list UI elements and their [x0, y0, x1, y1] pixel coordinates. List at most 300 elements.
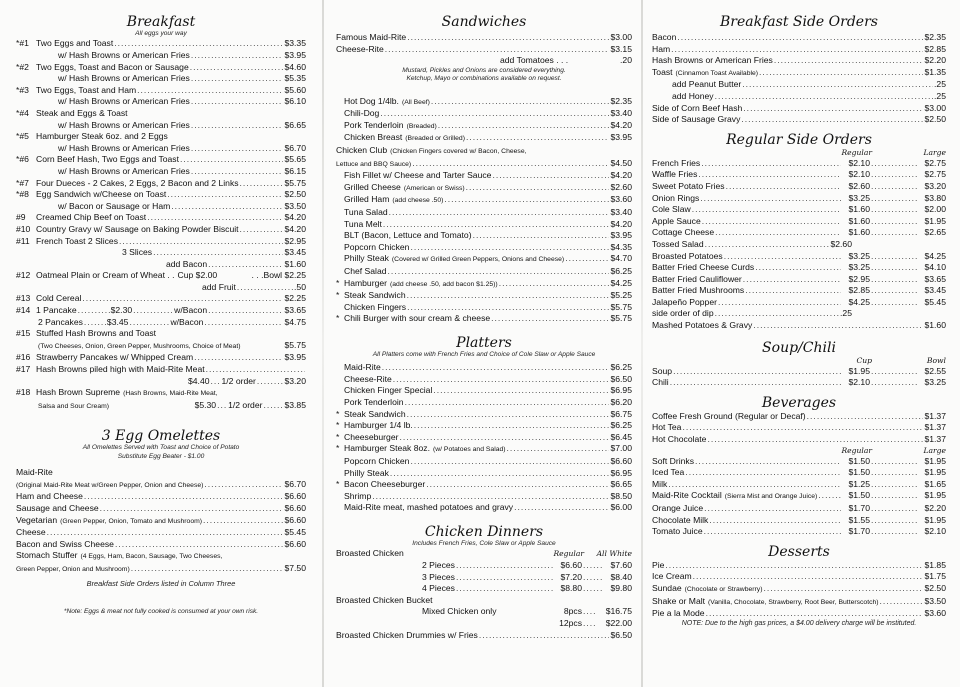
price-large: $1.65	[924, 478, 946, 489]
item-name: Sweet Potato Fries	[652, 180, 725, 191]
price-regular: $3.25	[848, 262, 870, 273]
item-price: $1.85	[924, 559, 946, 570]
price-regular: $1.60	[848, 204, 870, 215]
item-name: Side of Sausage Gravy	[652, 114, 741, 125]
breakfast-side-row	[652, 55, 946, 67]
piece-white: $8.40	[610, 571, 632, 582]
item-price: $5.65	[284, 154, 306, 165]
price-regular: $1.55	[848, 514, 870, 525]
breakfast-item-row	[16, 236, 306, 248]
breakfast-item-row	[16, 201, 306, 213]
item-name: Corn Beef Hash, Two Eggs and Toast	[36, 154, 179, 165]
item-name: Chocolate Milk	[652, 514, 709, 525]
breakfast-side-add-row	[652, 91, 946, 103]
item-name: Popcorn Chicken	[344, 456, 410, 467]
item-price: $3.35	[284, 38, 306, 49]
item-name: w/ Hash Browns or American Fries	[58, 50, 190, 60]
item-star: *	[336, 408, 340, 419]
item-desc: (w/ Potatoes and Salad)	[432, 446, 506, 454]
chicken-dinners-title: Chicken Dinners	[424, 524, 544, 540]
item-name: Cheese-Rite	[344, 373, 392, 384]
item-name: Orange Juice	[652, 503, 704, 513]
price-regular: $3.25	[848, 250, 870, 261]
strawberry-row: #16 Strawberry Pancakes w/ Whipped Cream ..... $3.95	[16, 352, 306, 364]
mashed-row: Mashed Potatoes & Gravy ..... $1.60	[652, 320, 946, 332]
two-price-row	[652, 526, 946, 538]
item-price: $6.00	[610, 502, 632, 513]
item-name: Cole Slaw	[652, 204, 691, 215]
price-regular: $3.25	[848, 192, 870, 203]
item-name: Soup	[652, 365, 673, 376]
omelette-maidrite-row: Maid-Rite	[16, 467, 53, 478]
price-regular: $2.85	[848, 285, 870, 296]
price-large: $1.95	[924, 455, 946, 466]
platter-item-row	[336, 491, 632, 503]
sandwich-items-top	[336, 32, 632, 55]
sandwich-item-row	[336, 230, 632, 242]
column-three	[652, 12, 946, 628]
two-price-row	[652, 169, 946, 181]
item-price: $1.37	[924, 422, 946, 433]
beverage-items2	[652, 456, 946, 538]
beverage-items	[652, 411, 946, 446]
price-large: $3.80	[924, 192, 946, 203]
two-price-row	[652, 251, 946, 263]
item-price: $4.20	[610, 170, 632, 181]
sandwich-item-row	[336, 194, 632, 207]
chicken-dinners-note: Includes French Fries, Cole Slaw or Apple Sauce	[412, 540, 556, 547]
piece-label: 3 Pieces	[422, 571, 455, 582]
price-regular: $1.70	[848, 503, 870, 513]
price-large: $5.45	[924, 296, 946, 307]
item-price: $3.00	[610, 32, 632, 42]
item-name: Fish Fillet w/ Cheese and Tarter Sauce	[344, 170, 492, 181]
two-price-row	[652, 285, 946, 297]
item-price: $5.45	[284, 527, 306, 538]
item-prefix: #9	[16, 212, 26, 223]
sandwiches-title: Sandwiches	[441, 14, 527, 30]
item-name: Tuna Melt	[344, 218, 382, 229]
item-price: $2.20	[924, 55, 946, 66]
omelette-items	[16, 491, 306, 514]
sandwich-items-bottom	[336, 170, 632, 325]
fold-line-left	[322, 0, 324, 687]
item-name: Egg Sandwich w/Cheese on Toast	[36, 189, 167, 200]
item-name: Batter Fried Mushrooms	[652, 285, 745, 296]
piece-label: 2 Pieces	[422, 560, 455, 570]
item-desc: (Chocolate or Strawberry)	[684, 585, 763, 593]
two-price-row	[652, 479, 946, 491]
breakfast-items	[16, 38, 306, 258]
platter-item-row	[336, 502, 632, 514]
item-price: $5.75	[610, 313, 632, 324]
two-price-row	[652, 467, 946, 479]
piece-white: $7.60	[610, 560, 632, 570]
price-large: $3.65	[924, 273, 946, 284]
sandwich-item-row	[336, 302, 632, 314]
breakfast-side-row	[652, 114, 946, 126]
item-name: w/ Bacon or Sausage or Ham	[58, 200, 171, 211]
item-name: BLT (Bacon, Lettuce and Tomato)	[344, 230, 472, 241]
omelettes-title: 3 Egg Omelettes	[101, 428, 221, 445]
item-desc: (Breaded)	[406, 122, 437, 130]
dessert-items	[652, 560, 946, 620]
item-name: Sundae	[652, 582, 682, 593]
tomato-add-row: add Tomatoes . . . .20	[500, 55, 632, 66]
item-price: $4.20	[610, 119, 632, 130]
item-price: $3.95	[284, 50, 306, 60]
item-price: $6.70	[284, 142, 306, 153]
item-star: *	[336, 313, 340, 324]
price-large: $4.25	[924, 250, 946, 261]
item-price: $2.50	[924, 582, 946, 593]
omelette-veg-row: Vegetarian (Green Pepper, Onion, Tomato and Mushroom) ..... $6.60	[16, 515, 306, 528]
chicken-club-row: Chicken Club (Chicken Fingers covered w/ Bacon, Cheese,	[336, 144, 527, 155]
breakfast-item-row	[16, 178, 306, 190]
item-price: $2.60	[610, 181, 632, 192]
two-price-row	[652, 158, 946, 170]
item-name: Tomato Juice	[652, 526, 703, 537]
item-name: Hamburger Steak 6oz. and 2 Eggs	[36, 131, 168, 142]
item-prefix: *#4	[16, 107, 29, 118]
price-regular: $1.50	[848, 455, 870, 466]
breakfast-item-row	[16, 96, 306, 108]
hb-piled-price-row: $4.40 ..... 1/2 order ..... $3.20	[16, 376, 306, 388]
sandwich-item-row	[336, 219, 632, 231]
price-large: $2.75	[924, 169, 946, 180]
breakfast-item-row	[16, 50, 306, 62]
delivery-note: NOTE: Due to the high gas prices, a $4.00 delivery charge will be instituted.	[681, 619, 917, 627]
item-name: Cheeseburger	[344, 431, 399, 442]
omelette-item-row	[16, 503, 306, 515]
item-desc: (Sierra Mist and Orange Juice)	[724, 493, 818, 501]
item-price: .25	[934, 90, 946, 101]
platter-item-row	[336, 362, 632, 374]
breakfast-note: All eggs your way	[135, 30, 187, 37]
item-price: $1.75	[924, 571, 946, 582]
omelette-item-row	[16, 491, 306, 503]
sandwich-item-row	[336, 120, 632, 133]
item-desc: (Cinnamon Toast Available)	[675, 69, 759, 77]
sandwich-item-row	[336, 182, 632, 195]
breakfast-item-row	[16, 38, 306, 50]
platter-item-row	[336, 443, 632, 456]
price-large: $3.20	[924, 180, 946, 191]
item-name: Batter Fried Cauliflower	[652, 273, 742, 284]
sandwich-items-mid	[336, 96, 632, 145]
item-name: w/ Hash Browns or American Fries	[58, 119, 190, 130]
item-price: $6.20	[610, 397, 632, 408]
breakfast-side-row	[652, 44, 946, 56]
breakfast-side-row	[652, 103, 946, 115]
item-name: Steak and Eggs & Toast	[36, 107, 128, 118]
piece-regular: $6.60	[560, 560, 582, 570]
item-price: $5.75	[284, 177, 306, 188]
item-price: $2.95	[284, 235, 306, 246]
regular-sides-title: Regular Side Orders	[726, 131, 872, 148]
two-price-row	[652, 216, 946, 228]
item-price: $2.85	[924, 43, 946, 54]
item-name: Two Eggs, Toast and Bacon or Sausage	[36, 61, 189, 72]
chicken-piece-row	[336, 560, 632, 572]
cereal-row: #13 Cold Cereal ..... $2.25	[16, 293, 306, 305]
price-regular: $1.70	[848, 526, 870, 537]
oatmeal-row: #12 Oatmeal Plain or Cream of Wheat . . Cup $2.00 . . .Bowl $2.25	[16, 270, 306, 281]
item-name: w/ Hash Browns or American Fries	[58, 73, 190, 84]
sandwich-note1: Mustard, Pickles and Onions are considered everything.	[402, 66, 566, 74]
item-price: $4.20	[284, 223, 306, 234]
chicken-piece-row	[336, 572, 632, 584]
item-name: Bacon and Swiss Cheese	[16, 538, 114, 549]
item-price: $1.35	[924, 66, 946, 77]
item-name: Two Eggs, Toast and Ham	[36, 84, 137, 95]
omelette-item-row	[16, 527, 306, 539]
item-price: $3.40	[610, 108, 632, 119]
two-price-row	[652, 456, 946, 468]
breakfast-side-row	[652, 67, 946, 80]
item-price: $3.95	[610, 132, 632, 143]
dessert-row	[652, 571, 946, 583]
item-desc: (Vanilla, Chocolate, Strawberry, Root Beer, Butterscotch)	[708, 598, 879, 606]
price-large: $4.10	[924, 262, 946, 273]
item-price: $2.50	[284, 189, 306, 200]
item-price: $6.45	[610, 431, 632, 442]
item-price: $4.20	[284, 212, 306, 223]
piece-label: 4 Pieces	[422, 583, 455, 594]
column-one	[16, 12, 306, 616]
breakfast-item-row	[16, 131, 306, 143]
breakfast-side-add-row	[652, 79, 946, 91]
sandwich-item-row	[336, 290, 632, 302]
breakfast-item-row	[16, 224, 306, 236]
item-star: *	[336, 420, 340, 431]
breakfast-item-row	[16, 247, 306, 259]
hb-supreme-desc-row: Salsa and Sour Cream) $5.30 ..... 1/2 order ..... $3.85	[16, 400, 306, 413]
dessert-row	[652, 596, 946, 609]
soup-items	[652, 366, 946, 389]
item-name: Chili Burger with sour cream & cheese	[344, 313, 491, 324]
item-name: Cheese	[16, 527, 46, 538]
dip-row: side order of dip ..... .25	[652, 308, 946, 320]
soup-header: Cup Bowl	[856, 355, 946, 365]
chicken-piece-row	[336, 583, 632, 595]
item-prefix: #11	[16, 235, 30, 246]
item-name: Chili-Dog	[344, 108, 380, 119]
item-price: $3.15	[610, 43, 632, 54]
two-price-row	[652, 193, 946, 205]
column-two	[336, 12, 632, 641]
broasted-chicken-row: Broasted Chicken Regular All White	[336, 548, 632, 559]
platters-title: Platters	[456, 334, 512, 351]
item-name: Hot Chocolate	[652, 434, 707, 445]
breakfast-item-row	[16, 73, 306, 85]
price-regular: $2.10	[848, 169, 870, 180]
breakfast-title: Breakfast	[126, 14, 196, 30]
fold-line-right	[641, 0, 643, 687]
item-name: 3 Slices	[122, 247, 153, 258]
item-price: $6.60	[284, 491, 306, 502]
omelette-stuffer-row: Stomach Stuffer (4 Eggs, Ham, Bacon, Sausage, Two Cheeses,	[16, 550, 223, 561]
item-price: $5.25	[610, 290, 632, 301]
item-name: Two Eggs and Toast	[36, 38, 114, 49]
chicken-club-desc-row: Lettuce and BBQ Sauce) ..... $4.50	[336, 158, 632, 171]
stuffed-row: #15 Stuffed Hash Browns and Toast	[16, 328, 157, 339]
item-name: Hamburger Steak 8oz.	[344, 443, 430, 454]
item-price: $6.60	[610, 456, 632, 467]
beverage-row	[652, 422, 946, 434]
item-price: $3.40	[610, 206, 632, 217]
item-name: Batter Fried Cheese Curds	[652, 262, 755, 273]
breakfast-item-row	[16, 62, 306, 74]
item-name: Soft Drinks	[652, 455, 695, 466]
item-price: $6.25	[610, 265, 632, 276]
item-name: Steak Sandwich	[344, 408, 406, 419]
item-star: *	[336, 443, 340, 454]
item-price: $6.25	[610, 362, 632, 373]
item-name: Pie	[652, 559, 665, 570]
item-star: *	[336, 431, 340, 442]
breakfast-item-row	[16, 120, 306, 132]
item-price: $3.60	[610, 194, 632, 205]
price-cup: $1.95	[848, 365, 870, 376]
price-regular: $1.50	[848, 467, 870, 478]
drummies-row: Broasted Chicken Drummies w/ Fries ..... $6.50	[336, 630, 632, 642]
item-name: Pie a la Mode	[652, 608, 705, 619]
item-name: Cheese-Rite	[336, 43, 384, 54]
platter-item-row	[336, 468, 632, 480]
item-desc: (All Beef)	[401, 98, 430, 106]
price-regular: $1.60	[848, 227, 870, 238]
item-price: $2.50	[924, 114, 946, 125]
item-price: $2.35	[610, 95, 632, 106]
omelettes-note1: All Omelettes Served with Toast and Choice of Potato	[82, 444, 240, 452]
chicken-pieces	[336, 560, 632, 595]
item-price: $4.25	[610, 277, 632, 288]
piece-white: $9.80	[610, 583, 632, 594]
item-prefix: *#6	[16, 154, 29, 165]
item-name: Philly Steak	[344, 253, 389, 264]
mixed-chicken-row: Mixed Chicken only 8pcs ..... $16.75	[336, 606, 632, 618]
item-price: $1.37	[924, 434, 946, 445]
platter-item-row	[336, 397, 632, 409]
breakfast-side-row	[652, 32, 946, 44]
beverage-row	[652, 434, 946, 446]
piece-regular: $7.20	[560, 571, 582, 582]
item-name: Toast	[652, 66, 673, 77]
item-price: $6.65	[610, 479, 632, 490]
two-price-row	[652, 274, 946, 286]
item-name: Pork Tenderloin	[344, 397, 404, 408]
omelette-item-row	[16, 539, 306, 551]
item-name: Side of Corn Beef Hash	[652, 102, 743, 113]
item-price: .25	[934, 79, 946, 90]
item-price: $6.75	[610, 408, 632, 419]
sandwich-item-row	[336, 108, 632, 120]
item-name: Waffle Fries	[652, 169, 698, 180]
item-price: $5.35	[284, 73, 306, 84]
price-large: $1.95	[924, 490, 946, 501]
item-price: $6.95	[610, 467, 632, 478]
two-price-row	[652, 181, 946, 193]
desserts-title: Desserts	[768, 543, 830, 560]
omelette-items2	[16, 527, 306, 550]
item-name: Chili	[652, 377, 669, 388]
item-name: Onion Rings	[652, 192, 700, 203]
item-name: add Honey	[672, 90, 714, 101]
platters-note: All Platters come with French Fries and Choice of Cole Slaw or Apple Sauce	[372, 350, 596, 358]
item-name: Creamed Chip Beef on Toast	[36, 212, 147, 223]
item-name: Bacon	[652, 32, 677, 42]
sandwich-item-row	[336, 253, 632, 266]
sandwich-item-row	[336, 313, 632, 325]
hb-piled-row: #17 Hash Browns piled high with Maid-Rite Meat .....	[16, 364, 306, 376]
breakfast-sides-items	[652, 32, 946, 79]
item-desc: (American or Swiss)	[403, 184, 465, 192]
item-prefix: *#3	[16, 84, 29, 95]
item-name: Hot Tea	[652, 422, 682, 433]
item-price: $6.25	[610, 420, 632, 431]
two-price-row	[652, 204, 946, 216]
item-price: $3.95	[610, 230, 632, 241]
hb-supreme-row: #18 Hash Brown Supreme (Hash Browns, Maid-Rite Meat,	[16, 387, 218, 398]
two-price-row	[652, 262, 946, 274]
sandwich-item-row	[336, 207, 632, 219]
item-name: Maid-Rite Cocktail	[652, 490, 722, 501]
item-price: $6.60	[284, 503, 306, 513]
price-large: $2.00	[924, 204, 946, 215]
regular-sides-items2	[652, 251, 946, 309]
item-name: Coffee Fresh Ground (Regular or Decaf)	[652, 410, 806, 421]
two-price-row	[652, 515, 946, 527]
item-desc: (add cheese .50)	[392, 197, 444, 205]
regular-sides-header: Regular Large	[841, 147, 946, 157]
item-price: $5.60	[284, 84, 306, 95]
breakfast-sides-title: Breakfast Side Orders	[720, 14, 878, 30]
item-name: Hash Browns or American Fries	[652, 55, 773, 66]
item-price: $6.95	[610, 385, 632, 396]
item-name: Philly Steak	[344, 467, 389, 478]
platter-items	[336, 362, 632, 514]
platter-item-row	[336, 456, 632, 468]
item-name: Country Gravy w/ Sausage on Baking Powder Biscuit	[36, 223, 239, 234]
fruit-add-row: add Fruit ..... .50	[16, 282, 306, 294]
price-large: $1.95	[924, 467, 946, 478]
item-price: $6.10	[284, 96, 306, 107]
item-name: Cottage Cheese	[652, 227, 715, 238]
item-price: $6.15	[284, 165, 306, 176]
price-regular: $2.10	[848, 157, 870, 168]
item-price: $3.00	[924, 102, 946, 113]
sandwich-item-row	[336, 266, 632, 278]
item-name: Chicken Fingers	[344, 301, 407, 312]
sandwich-item-row	[336, 170, 632, 182]
item-name: Apple Sauce	[652, 215, 701, 226]
item-name: Milk	[652, 478, 668, 489]
item-name: Chicken Breast	[344, 132, 403, 143]
item-name: w/ Hash Browns or American Fries	[58, 165, 190, 176]
price-large: $2.75	[924, 157, 946, 168]
item-price: $3.50	[284, 200, 306, 211]
item-name: add Peanut Butter	[672, 79, 742, 90]
item-price: $3.45	[284, 247, 306, 258]
price-regular: $1.60	[848, 215, 870, 226]
platter-item-row	[336, 479, 632, 491]
price-large: $2.65	[924, 227, 946, 238]
dessert-row	[652, 583, 946, 596]
sandwich-note2: Ketchup, Mayo or combinations available on request.	[406, 75, 562, 83]
sandwich-item-row	[336, 44, 632, 56]
item-name: Popcorn Chicken	[344, 241, 410, 252]
